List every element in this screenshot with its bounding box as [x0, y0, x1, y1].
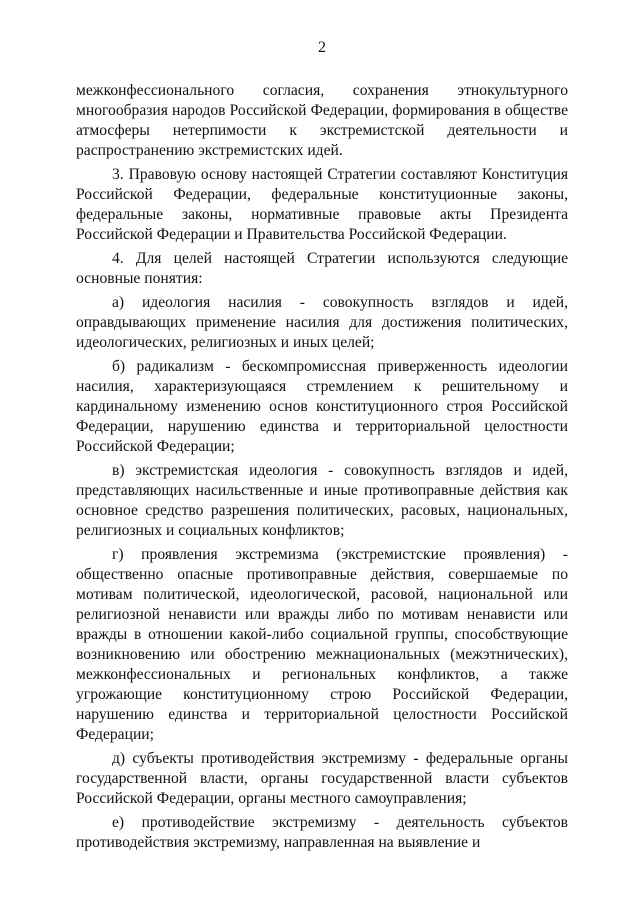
definition-b: б) радикализм - бескомпромиссная приверженность идеологии насилия, характеризующаяся стремлением к решительному и кардинальному изменению основ конституционного строя Российской Федерации, нарушению единства и территориальной целостности Российской Федерации; — [76, 358, 568, 455]
definition-a: а) идеология насилия - совокупность взглядов и идей, оправдывающих применение насилия для достижения политических, идеологических, религиозных и иных целей; — [76, 294, 568, 351]
paragraph-continuation: межконфессионального согласия, сохранения этнокультурного многообразия народов Российской Федерации, формирования в обществе атмосферы нетерпимости к экстремистской деятельности и распространению экстремистских идей. — [76, 82, 568, 159]
definition-d: д) субъекты противодействия экстремизму - федеральные органы государственной власти, органы государственной власти субъектов Российской Федерации, органы местного самоуправления; — [76, 750, 568, 807]
definition-e: е) противодействие экстремизму - деятельность субъектов противодействия экстремизму, направленная на выявление и — [76, 814, 568, 851]
paragraph-item-4: 4. Для целей настоящей Стратегии используются следующие основные понятия: — [76, 250, 568, 287]
paragraph-item-3: 3. Правовую основу настоящей Стратегии составляют Конституция Российской Федерации, федеральные конституционные законы, федеральные законы, нормативные правовые акты Президента Российской Федерации и Правительства Российской Федерации. — [76, 166, 568, 243]
definition-v: в) экстремистская идеология - совокупность взглядов и идей, представляющих насильственные и иные противоправные действия как основное средство разрешения политических, расовых, национальных, религиозных и социальных конфликтов; — [76, 462, 568, 539]
definition-g: г) проявления экстремизма (экстремистские проявления) - общественно опасные противоправные действия, совершаемые по мотивам политической, идеологической, расовой, национальной или религиозной ненависти или вражды либо по мотивам ненависти или вражды в отношении какой-либо социальной группы, способствующие возникновению или обострению межнациональных (межэтнических), межконфессиональных и региональных конфликтов, а также угрожающие конституционному строю Российской Федерации, нарушению единства и территориальной целостности Российской Федерации; — [76, 546, 568, 743]
page-number: 2 — [318, 39, 326, 56]
